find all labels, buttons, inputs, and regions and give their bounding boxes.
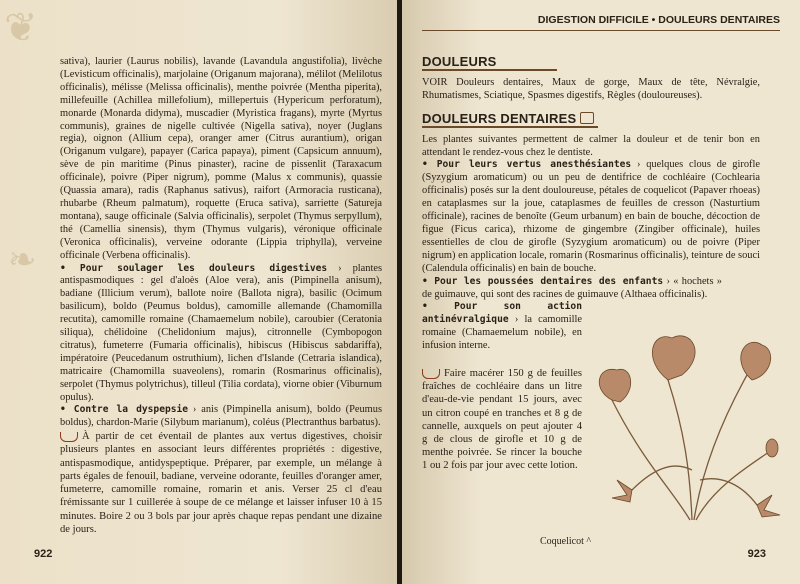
running-head: DIGESTION DIFFICILE • DOULEURS DENTAIRES bbox=[537, 14, 780, 26]
bullet-anesthetic bbox=[422, 159, 760, 275]
bullet-digestive-pain bbox=[60, 263, 382, 405]
bullet-text: › quelques clous de girofle (Syzygium aromaticum) ou un peu de dentifrice de cochléaire (Cochlearia officinalis) posés sur la dent douloureuse, pétales de coquelicot (Papaver rhoeas) en cataplasmes sur la joue, cataplasmes de feuilles de cresson (Nasturtium officinale), racines de benoîte (Geum urbanum) en bain de bouche, décoction de figue (Ficus carica), rhizome de gingembre (Zingiber officinale), huiles essentielles de clou de girofle (Syzygium aromaticum) ou de poivre (Piper nigrum) en application locale, romarin (Rosmarinus officinalis), teinture de souci (Calendula officinalis) en bain de bouche. bbox=[422, 159, 760, 274]
bullet-dyspepsia bbox=[60, 404, 382, 430]
teacup-icon bbox=[422, 369, 440, 379]
leaf-ornament-icon: ❧ bbox=[8, 242, 37, 279]
page-number: 923 bbox=[747, 548, 766, 560]
bullet-text: › plantes antispasmodiques : gel d'aloès (Aloe vera), anis (Pimpinella anisum), badiane (Illicium verum), ballote noire (Ballota nigra), basilic (Ocimum basilicum), boldo (Peumus boldus), camomille allemande (Chamomilla recutita), camomille romaine (Chamaemelum nobile), caroubier (Ceratonia siliqua), chélidoine (Chelidonium majus), citronnelle (Cymbopogon citratus), fumeterre (Fumaria officinalis), hibiscus (Hibiscus sabdariffa), impératoire (Peucedanum ostruthium), lichen d'Islande (Cetraria islandica), matricaire (Chamomilla suaveolens), romarin (Rosmarinus officinalis), serpolet (Thymus polytrichus), tilleul (Tilia cordata), viorne obier (Viburnum opulus). bbox=[60, 262, 382, 403]
bullet-children-teething bbox=[422, 276, 722, 302]
bullet-text: › anis (Pimpinella anisum), boldo (Peumus boldus), chardon-Marie (Silybum marianum), coléus (Plectranthus barbatus). bbox=[60, 404, 383, 429]
bullet-text: › la camomille romaine (Chamaemelum nobile), en infusion interne. bbox=[422, 314, 582, 352]
bullet-heading: • Pour soulager les douleurs digestives bbox=[60, 262, 328, 274]
tip-paragraph bbox=[60, 430, 382, 536]
teacup-icon bbox=[60, 432, 78, 442]
section-heading-text: DOULEURS DENTAIRES bbox=[422, 110, 577, 126]
left-text-column bbox=[60, 56, 382, 536]
bullet-heading: • Pour leurs vertus anesthésiantes bbox=[422, 159, 632, 171]
section-heading: DOULEURS bbox=[422, 56, 557, 71]
intro-paragraph: Les plantes suivantes permettent de calmer la douleur et de tenir bon en attendant le rendez-vous chez le dentiste. bbox=[422, 133, 760, 158]
bullet-heading: • Pour son action antinévralgique bbox=[422, 301, 582, 326]
plant-list-paragraph: sativa), laurier (Laurus nobilis), lavande (Lavandula angustifolia), livèche (Levisticum officinalis), marjolaine (Origanum majorana), mélilot (Melilotus officinalis), mélisse (Melissa officinalis), menthe poivrée (Mentha piperita), millefeuille (Achillea millefolium), millepertuis (Hypericum perforatum), monarde (Monarda didyma), muscadier (Myristica fragans), myrte (Myrtus communis), graines de nigelle cultivée (Nigella sativa), noyer (Juglans regia), oignon (Allium cepa), oranger amer (Citrus aurantium), origan (Origanum vulgare), papayer (Carica papaya), piment (Capsicum annuum), sève de pin maritime (Pinus pinaster), racine de pissenlit (Taraxacum officinale), poivre (Piper nigrum), pomme (Malus x communis), quassie (Quassia amara), radis (Raphanus sativus), raifort (Armoracia rusticana), rhubarbe (Rheum palmatum), roquette (Eruca sativa), sarriette (Satureja montana), sauge officinale (Salvia officinalis), serpolet (Thymus serpyllum), thé (Camellia sinensis), thym (Thymus vulgaris), véronique officinale (Veronica officinalis), verveine odorante (Lippia triphylla), verveine officinale (Verbena officinalis). bbox=[60, 56, 382, 261]
bullet-text: › « hochets » de guimauve, qui sont des racines de guimauve (Althaea officinalis). bbox=[422, 275, 722, 300]
see-also-text: VOIR Douleurs dentaires, Maux de gorge, Maux de tête, Névralgie, Rhumatismes, Sciatique, Spasmes digestifs, Règles (douloureuses). bbox=[422, 76, 760, 101]
running-head-rule bbox=[422, 30, 780, 31]
tip-paragraph bbox=[422, 367, 582, 473]
left-page bbox=[0, 0, 398, 584]
section-heading bbox=[422, 110, 598, 128]
tip-text: Faire macérer 150 g de feuilles fraîches de cochléaire dans un litre d'eau-de-vie pendant 15 jours, avec un citron coupé en tranches et 8 g de cannelle, auxquels on peut ajouter 4 g de clous de girofle et 10 g de menthe poivrée. Se rincer la bouche 1 ou 2 fois par jour avec cette lotion. bbox=[422, 368, 582, 472]
tip-text: À partir de cet éventail de plantes aux vertus digestives, choisir plusieurs plantes en associant leurs différentes propriétés : digestive, antispasmodique, antidyspeptique. Préparer, par exemple, un mélange à parts égales de fenouil, badiane, verveine odorante, feuilles d'oranger amer, fumeterre, camomille romaine, romarin et anis. Verser 25 cl d'eau frémissante sur 1 cuillerée à soupe de ce mélange et laisser infuser 10 à 15 minutes. Boire 2 ou 3 bols par jour après chaque repas pendant une dizaine de jours. bbox=[60, 431, 382, 535]
bullet-antineuralgic bbox=[422, 301, 582, 353]
bullet-heading: • Pour les poussées dentaires des enfants bbox=[422, 275, 664, 287]
illustration-caption: Coquelicot ^ bbox=[540, 536, 592, 547]
camera-icon bbox=[580, 112, 594, 124]
poppy-illustration bbox=[572, 320, 782, 530]
bullet-heading: • Contre la dyspepsie bbox=[60, 404, 189, 416]
right-page bbox=[402, 0, 800, 584]
page-number: 922 bbox=[34, 548, 53, 560]
leaf-ornament-icon: ❦ bbox=[4, 5, 38, 50]
